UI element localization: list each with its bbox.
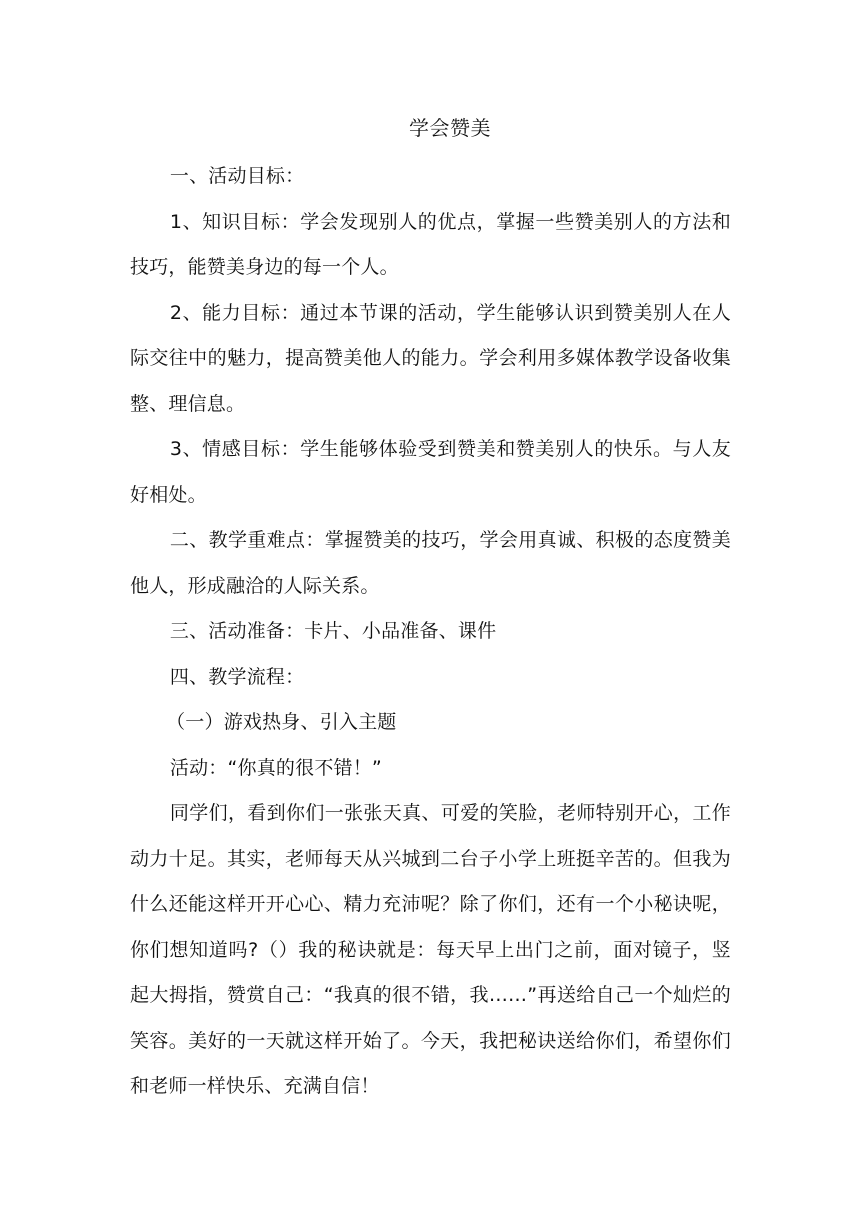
paragraph-teacher-intro: 同学们，看到你们一张张天真、可爱的笑脸，老师特别开心，工作动力十足。其实，老师每天从兴城到二台子小学上班挺辛苦的。但我为什么还能这样开开心心、精力充沛呢？除了你们，还有一个小秘诀呢，你们想知道吗?（）我的秘诀就是：每天早上出门之前，面对镜子，竖起大拇指，赞赏自己：“我真的很不错，我……”再送给自己一个灿烂的笑容。美好的一天就这样开始了。今天，我把秘诀送给你们，希望你们和老师一样快乐、充满自信！	[130, 802, 731, 1097]
paragraph-emotion-goal: 3、情感目标：学生能够体验受到赞美和赞美别人的快乐。与人友好相处。	[130, 438, 731, 506]
paragraph-ability-goal: 2、能力目标：通过本节课的活动，学生能够认识到赞美别人在人际交往中的魅力，提高赞美他人的能力。学会利用多媒体教学设备收集整、理信息。	[130, 301, 731, 415]
paragraph-key-points: 二、教学重难点：掌握赞美的技巧，学会用真诚、积极的态度赞美他人，形成融洽的人际关系。	[130, 529, 731, 597]
document-title: 学会赞美	[409, 116, 491, 140]
section-heading-process: 四、教学流程：	[169, 665, 305, 688]
document-body	[130, 154, 731, 1110]
paragraph-knowledge-goal: 1、知识目标：学会发现别人的优点，掌握一些赞美别人的方法和技巧，能赞美身边的每一个人。	[130, 210, 731, 278]
section-heading-objectives: 一、活动目标：	[169, 165, 305, 187]
paragraph-preparation: 三、活动准备：卡片、小品准备、课件	[169, 620, 497, 642]
subsection-heading-warmup: （一）游戏热身、引入主题	[166, 711, 397, 733]
paragraph-activity: 活动：“你真的很不错！”	[169, 756, 382, 779]
